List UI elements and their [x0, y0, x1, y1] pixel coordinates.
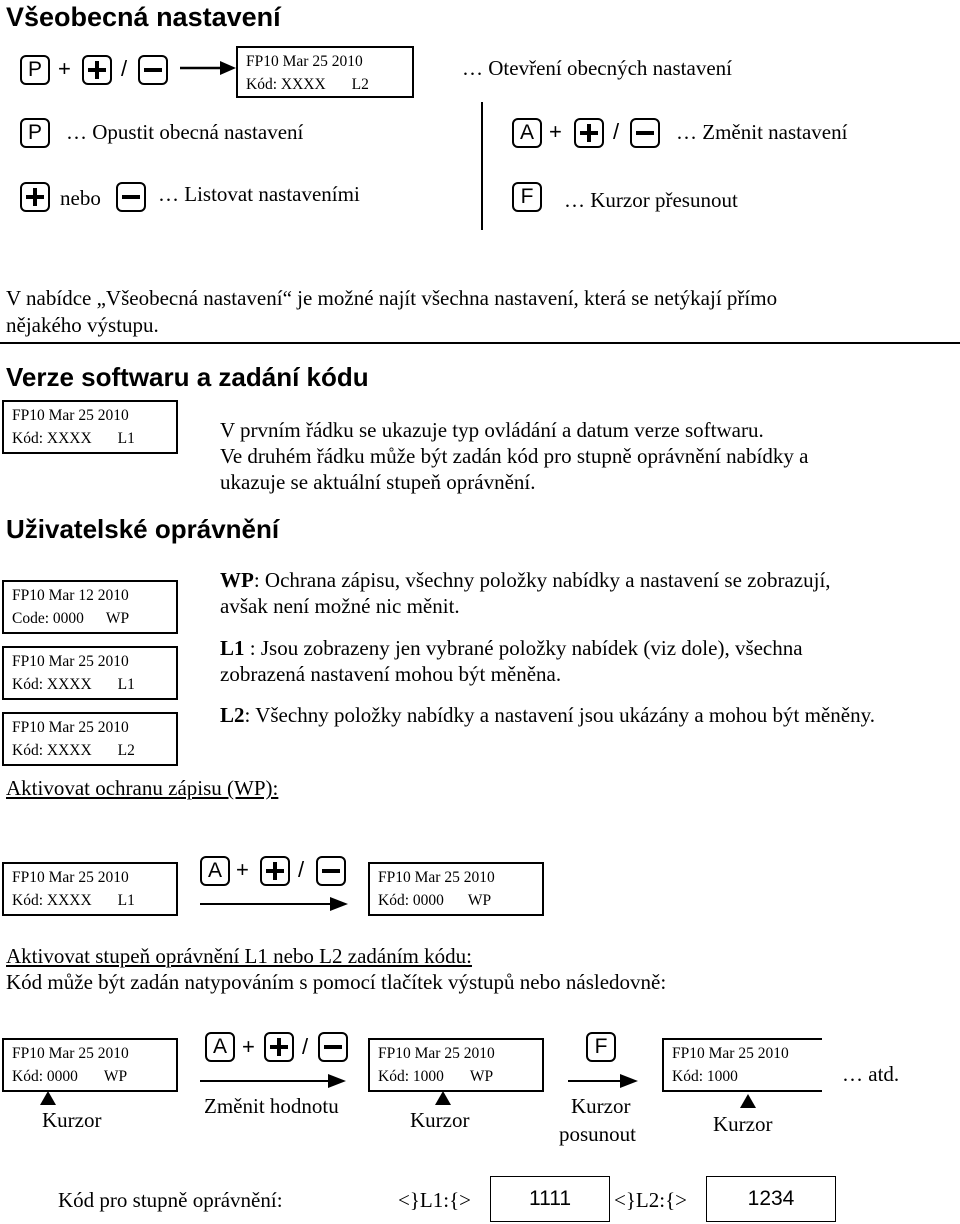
lcd-line2-level: WP — [467, 892, 492, 909]
cursor-label: Kurzor — [42, 1108, 102, 1132]
lcd-display-wp — [2, 580, 178, 634]
minus-key-icon — [116, 182, 146, 212]
permission-title: Uživatelské oprávnění — [6, 514, 280, 544]
cursor-move-text: … Kurzor přesunout — [564, 188, 738, 212]
lcd-line2-level: L2 — [117, 742, 135, 759]
l1-desc-1 — [220, 634, 803, 663]
lcd-line2-code: Kód: XXXX — [12, 892, 92, 909]
slash-sign: / — [613, 119, 620, 144]
version-desc-1: V prvním řádku se ukazuje typ ovládání a datum verze softwaru. — [220, 418, 764, 442]
lcd-line2-level: L1 — [117, 892, 135, 909]
plus-key-icon — [574, 118, 604, 148]
minus-key-icon — [630, 118, 660, 148]
open-settings-text: … Otevření obecných nastavení — [462, 56, 732, 80]
lcd-line2-code: Kód: 1000 — [672, 1068, 738, 1085]
codes-label: Kód pro stupně oprávnění: — [58, 1188, 283, 1212]
lcd-line2-code: Kód: XXXX — [12, 430, 92, 447]
lcd-line1: FP10 Mar 25 2010 — [12, 653, 129, 670]
plus-key-icon — [82, 55, 112, 85]
arrow-right-icon — [200, 896, 348, 912]
version-desc-2: Ve druhém řádku může být zadán kód pro stupně oprávnění nabídky a — [220, 444, 809, 468]
lcd-line1: FP10 Mar 25 2010 — [12, 719, 129, 736]
lcd-display-l2 — [2, 712, 178, 766]
lcd-line1: FP10 Mar 12 2010 — [12, 587, 129, 604]
lcd-line1: FP10 Mar 25 2010 — [12, 407, 129, 424]
arrow-right-icon — [180, 60, 236, 76]
nebo-text: nebo — [60, 186, 101, 210]
cursor-move-label-1: Kurzor — [571, 1094, 631, 1118]
lcd-line2-code: Code: 0000 — [12, 610, 84, 627]
f-key-icon — [512, 182, 542, 212]
l2-desc — [220, 701, 875, 730]
p-key-icon — [20, 55, 50, 85]
lcd-line2-code: Kód: 1000 — [378, 1068, 444, 1085]
exit-settings-text: … Opustit obecná nastavení — [66, 120, 304, 144]
f-key-label: F — [594, 1035, 608, 1058]
wp-desc-2: avšak není možné nic měnit. — [220, 594, 460, 618]
lcd-line2-code: Kód: 0000 — [378, 892, 444, 909]
lcd-line2-level: L2 — [351, 76, 369, 93]
lcd-line1: FP10 Mar 25 2010 — [378, 869, 495, 886]
level-activate-title: Aktivovat stupeň oprávnění L1 nebo L2 zadáním kódu: — [6, 944, 472, 968]
wp-label: WP — [220, 568, 254, 592]
plus-sign: + — [58, 56, 71, 81]
arrow-right-icon — [200, 1073, 346, 1089]
l2-code-label: <}L2:{> — [614, 1188, 688, 1212]
intro-line-2: nějakého výstupu. — [6, 313, 159, 337]
cursor-move-label-2: posunout — [559, 1122, 637, 1146]
p-key-label: P — [27, 121, 42, 144]
l2-label: L2 — [220, 703, 245, 727]
wp-text: : Ochrana zápisu, všechny položky nabídky a nastavení se zobrazují, — [253, 568, 831, 592]
plus-sign: + — [549, 119, 562, 144]
lcd-line2-code: Kód: 0000 — [12, 1068, 78, 1085]
p-key-label: P — [27, 58, 42, 81]
cursor-label: Kurzor — [713, 1112, 773, 1136]
cursor-triangle-icon — [740, 1094, 756, 1108]
wp-activate-title: Aktivovat ochranu zápisu (WP): — [6, 776, 279, 800]
lcd-line1: FP10 Mar 25 2010 — [672, 1045, 789, 1062]
l1-code-label: <}L1:{> — [398, 1188, 472, 1212]
lcd-line2-level: WP — [103, 1068, 128, 1085]
f-key-label: F — [520, 185, 534, 208]
lcd-display-step1 — [2, 1038, 178, 1092]
l2-text: : Všechny položky nabídky a nastavení jsou ukázány a mohou být měněny. — [244, 703, 875, 727]
lcd-line2-level: WP — [469, 1068, 494, 1085]
l1-code-value: 1111 — [490, 1176, 610, 1222]
plus-sign: + — [242, 1034, 255, 1059]
cursor-triangle-icon — [435, 1091, 451, 1105]
version-title: Verze softwaru a zadání kódu — [6, 362, 369, 392]
lcd-display-wp-from — [2, 862, 178, 916]
level-activate-subtitle: Kód může být zadán natypováním s pomocí tlačítek výstupů nebo následovně: — [6, 970, 667, 994]
l1-text: : Jsou zobrazeny jen vybrané položky nabídek (viz dole), všechna — [244, 636, 803, 660]
a-key-icon — [200, 856, 230, 886]
intro-line-1: V nabídce „Všeobecná nastavení“ je možné najít všechna nastavení, která se netýkají přímo — [6, 286, 778, 310]
vertical-divider — [481, 102, 483, 230]
change-value-label: Změnit hodnotu — [204, 1094, 339, 1118]
plus-sign: + — [236, 857, 249, 882]
a-key-label: A — [519, 121, 534, 144]
lcd-line2-level: L1 — [117, 430, 135, 447]
a-key-icon — [205, 1032, 235, 1062]
page-title: Všeobecná nastavení — [6, 2, 281, 32]
l1-label: L1 — [220, 636, 245, 660]
change-setting-text: … Změnit nastavení — [676, 120, 848, 144]
lcd-line1: FP10 Mar 25 2010 — [12, 869, 129, 886]
lcd-display-l1 — [2, 646, 178, 700]
a-key-label: A — [207, 859, 222, 882]
lcd-line2-code: Kód: XXXX — [12, 742, 92, 759]
version-desc-3: ukazuje se aktuální stupeň oprávnění. — [220, 470, 536, 494]
lcd-line2-level: WP — [105, 610, 130, 627]
l2-code-value: 1234 — [706, 1176, 836, 1222]
scroll-settings-text: … Listovat nastaveními — [158, 182, 360, 206]
cursor-label: Kurzor — [410, 1108, 470, 1132]
etc-text: … atd. — [842, 1062, 900, 1086]
a-key-icon — [512, 118, 542, 148]
minus-key-icon — [138, 55, 168, 85]
slash-sign: / — [302, 1034, 309, 1059]
lcd-display-step2 — [368, 1038, 544, 1092]
lcd-line1: FP10 Mar 25 2010 — [12, 1045, 129, 1062]
f-key-icon — [586, 1032, 616, 1062]
lcd-display-step3 — [662, 1038, 822, 1092]
plus-key-icon — [264, 1032, 294, 1062]
plus-key-icon — [20, 182, 50, 212]
cursor-triangle-icon — [40, 1091, 56, 1105]
slash-sign: / — [121, 56, 128, 81]
lcd-line2-code: Kód: XXXX — [12, 676, 92, 693]
lcd-line1: FP10 Mar 25 2010 — [378, 1045, 495, 1062]
lcd-display-top — [236, 46, 414, 98]
l1-desc-2: zobrazená nastavení mohou být měněna. — [220, 662, 562, 686]
minus-key-icon — [316, 856, 346, 886]
lcd-line1: FP10 Mar 25 2010 — [246, 53, 363, 70]
p-key-icon — [20, 118, 50, 148]
minus-key-icon — [318, 1032, 348, 1062]
lcd-line2-level: L1 — [117, 676, 135, 693]
lcd-display-version — [2, 400, 178, 454]
lcd-display-wp-to — [368, 862, 544, 916]
arrow-right-icon — [568, 1073, 638, 1089]
wp-desc-1 — [220, 566, 831, 595]
section-divider — [0, 342, 960, 344]
lcd-line2-code: Kód: XXXX — [246, 76, 326, 93]
slash-sign: / — [298, 857, 305, 882]
a-key-label: A — [212, 1035, 227, 1058]
plus-key-icon — [260, 856, 290, 886]
